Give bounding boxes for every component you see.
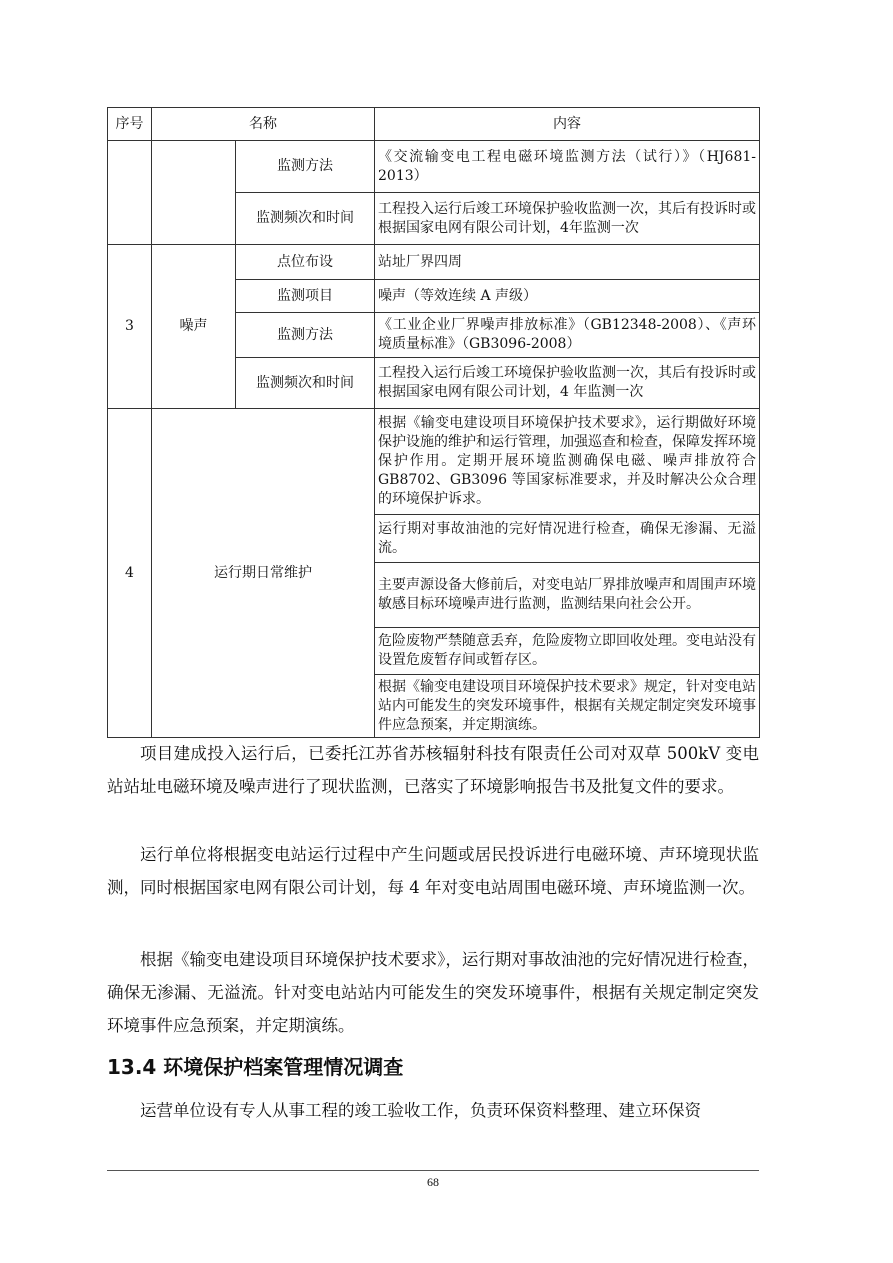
table-row [108, 141, 760, 193]
table-cell-content: 《交流输变电工程电磁环境监测方法（试行）》（HJ681-2013） [375, 141, 760, 193]
body-paragraph: 根据《输变电建设项目环境保护技术要求》，运行期对事故油池的完好情况进行检查，确保无渗漏、无溢流。针对变电站站内可能发生的突发环境事件，根据有关规定制定突发环境事件应急预案，并定期演练。 [107, 950, 759, 1035]
table-cell-label: 点位布设 [236, 245, 375, 280]
table-cell-content: 主要声源设备大修前后，对变电站厂界排放噪声和周围声环境敏感目标环境噪声进行监测，监测结果向社会公开。 [375, 563, 760, 628]
table-cell-content: 根据《输变电建设项目环境保护技术要求》规定，针对变电站站内可能发生的突发环境事件，根据有关规定制定突发环境事件应急预案，并定期演练。 [375, 675, 760, 738]
table-cell-label: 监测频次和时间 [236, 358, 375, 409]
header-no: 序号 [108, 108, 152, 141]
table-cell-content: 危险废物严禁随意丢弃，危险废物立即回收处理。变电站没有设置危废暂存间或暂存区。 [375, 628, 760, 675]
monitoring-table [107, 107, 760, 738]
header-name: 名称 [152, 108, 375, 141]
table-cell-label: 监测方法 [236, 141, 375, 193]
page-number: 68 [427, 1175, 439, 1189]
table-cell-content: 根据《输变电建设项目环境保护技术要求》，运行期做好环境保护设施的维护和运行管理，加强巡查和检查，保障发挥环境保护作用。定期开展环境监测确保电磁、噪声排放符合 GB8702、GB3096 等国家标准要求，并及时解决公众合理的环境保护诉求。 [375, 409, 760, 515]
body-paragraph: 项目建成投入运行后，已委托江苏省苏核辐射科技有限责任公司对双草 500kV 变电站站址电磁环境及噪声进行了现状监测，已落实了环境影响报告书及批复文件的要求。 [107, 744, 759, 796]
table-cell-content: 运行期对事故油池的完好情况进行检查，确保无渗漏、无溢流。 [375, 515, 760, 563]
table-cell-content: 工程投入运行后竣工环境保护验收监测一次，其后有投诉时或根据国家电网有限公司计划，4 年监测一次 [375, 358, 760, 409]
section-heading: 13.4 环境保护档案管理情况调查 [107, 1055, 404, 1079]
table-cell-no: 3 [108, 245, 152, 409]
table-cell-no: 4 [108, 409, 152, 738]
table-cell-label: 监测项目 [236, 280, 375, 313]
table-cell-content: 工程投入运行后竣工环境保护验收监测一次，其后有投诉时或根据国家电网有限公司计划，4年监测一次 [375, 193, 760, 245]
table-cell-category-empty [152, 141, 236, 245]
table-row [108, 409, 760, 515]
table-cell-content: 站址厂界四周 [375, 245, 760, 280]
table-cell-name: 运行期日常维护 [152, 409, 375, 738]
table-cell-no-empty [108, 141, 152, 245]
table-cell-content: 噪声（等效连续 A 声级） [375, 280, 760, 313]
body-paragraph: 运营单位设有专人从事工程的竣工验收工作，负责环保资料整理、建立环保资 [140, 1101, 701, 1120]
table-cell-label: 监测方法 [236, 313, 375, 358]
body-paragraph: 运行单位将根据变电站运行过程中产生问题或居民投诉进行电磁环境、声环境现状监测，同时根据国家电网有限公司计划，每 4 年对变电站周围电磁环境、声环境监测一次。 [107, 845, 759, 897]
table-cell-category: 噪声 [152, 245, 236, 409]
table-cell-content: 《工业企业厂界噪声排放标准》（GB12348-2008）、《声环境质量标准》（GB3096-2008） [375, 313, 760, 358]
table-cell-label: 监测频次和时间 [236, 193, 375, 245]
footer-rule [107, 1170, 759, 1171]
table-header-row [108, 108, 760, 141]
table-row [108, 245, 760, 280]
header-content: 内容 [375, 108, 760, 141]
